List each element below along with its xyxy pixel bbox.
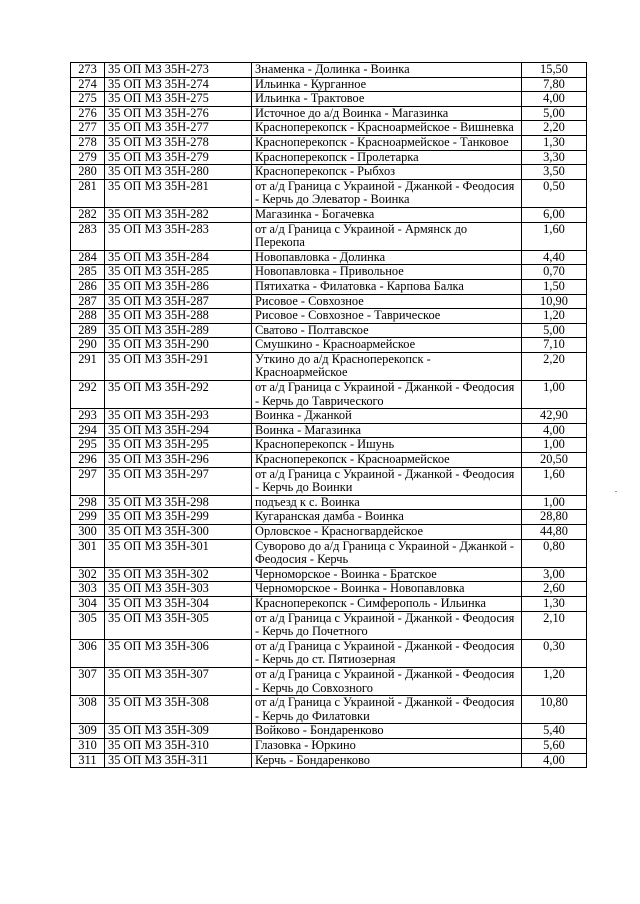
- table-row: [71, 294, 587, 309]
- table-row: [71, 611, 587, 639]
- scan-speck: [615, 491, 617, 492]
- table-row: [71, 323, 587, 338]
- road-name: Черноморское - Воинка - Новопавловка: [252, 582, 522, 597]
- road-name: от а/д Граница с Украиной - Джанкой - Феодосия - Керчь до Воинки: [252, 467, 522, 495]
- row-number: 294: [71, 423, 105, 438]
- row-number: 290: [71, 338, 105, 353]
- road-name: Пятихатка - Филатовка - Карпова Балка: [252, 279, 522, 294]
- road-code: 35 ОП МЗ 35Н-275: [105, 92, 252, 107]
- table-row: [71, 222, 587, 250]
- table-row: [71, 352, 587, 380]
- road-code: 35 ОП МЗ 35Н-278: [105, 135, 252, 150]
- road-name: Воинка - Магазинка: [252, 423, 522, 438]
- table-row: [71, 567, 587, 582]
- road-code: 35 ОП МЗ 35Н-298: [105, 495, 252, 510]
- table-row: [71, 135, 587, 150]
- road-name: от а/д Граница с Украиной - Джанкой - Феодосия - Керчь до Совхозного: [252, 667, 522, 695]
- row-number: 298: [71, 495, 105, 510]
- road-code: 35 ОП МЗ 35Н-296: [105, 453, 252, 468]
- road-code: 35 ОП МЗ 35Н-302: [105, 567, 252, 582]
- table-row: [71, 438, 587, 453]
- row-number: 301: [71, 539, 105, 567]
- road-name: от а/д Граница с Украиной - Джанкой - Феодосия - Керчь до Таврического: [252, 381, 522, 409]
- road-length: 1,00: [522, 438, 587, 453]
- road-code: 35 ОП МЗ 35Н-305: [105, 611, 252, 639]
- road-length: 7,80: [522, 77, 587, 92]
- table-row: [71, 77, 587, 92]
- road-code: 35 ОП МЗ 35Н-289: [105, 323, 252, 338]
- road-code: 35 ОП МЗ 35Н-306: [105, 639, 252, 667]
- road-length: 5,40: [522, 724, 587, 739]
- row-number: 284: [71, 250, 105, 265]
- row-number: 292: [71, 381, 105, 409]
- row-number: 275: [71, 92, 105, 107]
- road-length: 1,60: [522, 467, 587, 495]
- road-length: 15,50: [522, 63, 587, 78]
- road-code: 35 ОП МЗ 35Н-281: [105, 179, 252, 207]
- road-name: от а/д Граница с Украиной - Армянск до Перекопа: [252, 222, 522, 250]
- road-code: 35 ОП МЗ 35Н-285: [105, 265, 252, 280]
- road-length: 0,50: [522, 179, 587, 207]
- road-code: 35 ОП МЗ 35Н-310: [105, 738, 252, 753]
- road-code: 35 ОП МЗ 35Н-287: [105, 294, 252, 309]
- table-row: [71, 338, 587, 353]
- road-code: 35 ОП МЗ 35Н-273: [105, 63, 252, 78]
- road-name: Красноперекопск - Рыбхоз: [252, 165, 522, 180]
- table-row: [71, 165, 587, 180]
- row-number: 295: [71, 438, 105, 453]
- row-number: 310: [71, 738, 105, 753]
- road-name: Рисовое - Совхозное - Таврическое: [252, 309, 522, 324]
- road-length: 4,00: [522, 753, 587, 768]
- table-row: [71, 207, 587, 222]
- row-number: 297: [71, 467, 105, 495]
- road-code: 35 ОП МЗ 35Н-274: [105, 77, 252, 92]
- road-length: 10,80: [522, 696, 587, 724]
- table-row: [71, 121, 587, 136]
- table-row: [71, 279, 587, 294]
- road-name: Воинка - Джанкой: [252, 409, 522, 424]
- row-number: 280: [71, 165, 105, 180]
- table-row: [71, 738, 587, 753]
- road-name: Красноперекопск - Пролетарка: [252, 150, 522, 165]
- road-code: 35 ОП МЗ 35Н-288: [105, 309, 252, 324]
- road-code: 35 ОП МЗ 35Н-284: [105, 250, 252, 265]
- road-length: 1,20: [522, 309, 587, 324]
- road-code: 35 ОП МЗ 35Н-304: [105, 596, 252, 611]
- table-row: [71, 724, 587, 739]
- road-name: Глазовка - Юркино: [252, 738, 522, 753]
- road-name: от а/д Граница с Украиной - Джанкой - Феодосия - Керчь до Элеватор - Воинка: [252, 179, 522, 207]
- table-row: [71, 596, 587, 611]
- table-row: [71, 265, 587, 280]
- row-number: 300: [71, 525, 105, 540]
- road-name: Красноперекопск - Красноармейское - Танковое: [252, 135, 522, 150]
- road-code: 35 ОП МЗ 35Н-307: [105, 667, 252, 695]
- table-row: [71, 106, 587, 121]
- road-code: 35 ОП МЗ 35Н-295: [105, 438, 252, 453]
- road-name: Ильинка - Курганное: [252, 77, 522, 92]
- table-row: [71, 63, 587, 78]
- table-row: [71, 381, 587, 409]
- table-row: [71, 753, 587, 768]
- road-name: Кугаранская дамба - Воинка: [252, 510, 522, 525]
- road-code: 35 ОП МЗ 35Н-276: [105, 106, 252, 121]
- road-length: 10,90: [522, 294, 587, 309]
- road-name: от а/д Граница с Украиной - Джанкой - Феодосия - Керчь до Почетного: [252, 611, 522, 639]
- row-number: 308: [71, 696, 105, 724]
- road-code: 35 ОП МЗ 35Н-300: [105, 525, 252, 540]
- row-number: 287: [71, 294, 105, 309]
- road-code: 35 ОП МЗ 35Н-290: [105, 338, 252, 353]
- road-length: 44,80: [522, 525, 587, 540]
- road-length: 1,00: [522, 381, 587, 409]
- road-name: Ильинка - Трактовое: [252, 92, 522, 107]
- row-number: 282: [71, 207, 105, 222]
- table-row: [71, 179, 587, 207]
- road-length: 3,30: [522, 150, 587, 165]
- row-number: 307: [71, 667, 105, 695]
- road-name: от а/д Граница с Украиной - Джанкой - Феодосия - Керчь до Филатовки: [252, 696, 522, 724]
- table-row: [71, 667, 587, 695]
- road-code: 35 ОП МЗ 35Н-294: [105, 423, 252, 438]
- road-code: 35 ОП МЗ 35Н-292: [105, 381, 252, 409]
- row-number: 281: [71, 179, 105, 207]
- row-number: 302: [71, 567, 105, 582]
- row-number: 311: [71, 753, 105, 768]
- road-code: 35 ОП МЗ 35Н-293: [105, 409, 252, 424]
- road-code: 35 ОП МЗ 35Н-301: [105, 539, 252, 567]
- road-name: Суворово до а/д Граница с Украиной - Джанкой - Феодосия - Керчь: [252, 539, 522, 567]
- road-length: 3,00: [522, 567, 587, 582]
- road-length: 1,20: [522, 667, 587, 695]
- table-row: [71, 453, 587, 468]
- row-number: 299: [71, 510, 105, 525]
- road-length: 4,00: [522, 423, 587, 438]
- road-code: 35 ОП МЗ 35Н-286: [105, 279, 252, 294]
- row-number: 274: [71, 77, 105, 92]
- row-number: 304: [71, 596, 105, 611]
- row-number: 278: [71, 135, 105, 150]
- road-length: 1,00: [522, 495, 587, 510]
- road-length: 1,50: [522, 279, 587, 294]
- row-number: 303: [71, 582, 105, 597]
- road-code: 35 ОП МЗ 35Н-309: [105, 724, 252, 739]
- road-code: 35 ОП МЗ 35Н-279: [105, 150, 252, 165]
- road-length: 0,30: [522, 639, 587, 667]
- road-length: 2,20: [522, 121, 587, 136]
- road-name: Черноморское - Воинка - Братское: [252, 567, 522, 582]
- road-name: Смушкино - Красноармейское: [252, 338, 522, 353]
- row-number: 296: [71, 453, 105, 468]
- row-number: 286: [71, 279, 105, 294]
- table-row: [71, 510, 587, 525]
- road-length: 42,90: [522, 409, 587, 424]
- row-number: 288: [71, 309, 105, 324]
- table-row: [71, 309, 587, 324]
- road-length: 2,20: [522, 352, 587, 380]
- row-number: 291: [71, 352, 105, 380]
- road-name: Войково - Бондаренково: [252, 724, 522, 739]
- table-row: [71, 423, 587, 438]
- road-length: 5,60: [522, 738, 587, 753]
- row-number: 309: [71, 724, 105, 739]
- road-length: 0,80: [522, 539, 587, 567]
- table-row: [71, 696, 587, 724]
- road-length: 5,00: [522, 323, 587, 338]
- table-row: [71, 639, 587, 667]
- roads-table-body: [71, 63, 587, 768]
- table-row: [71, 539, 587, 567]
- road-length: 28,80: [522, 510, 587, 525]
- road-length: 20,50: [522, 453, 587, 468]
- table-row: [71, 150, 587, 165]
- road-name: Знаменка - Долинка - Воинка: [252, 63, 522, 78]
- road-name: Новопавловка - Привольное: [252, 265, 522, 280]
- road-name: Уткино до а/д Красноперекопск - Красноармейское: [252, 352, 522, 380]
- road-length: 2,10: [522, 611, 587, 639]
- road-length: 7,10: [522, 338, 587, 353]
- row-number: 279: [71, 150, 105, 165]
- road-name: Красноперекопск - Красноармейское: [252, 453, 522, 468]
- road-length: 5,00: [522, 106, 587, 121]
- row-number: 293: [71, 409, 105, 424]
- road-length: 0,70: [522, 265, 587, 280]
- road-length: 4,40: [522, 250, 587, 265]
- road-length: 2,60: [522, 582, 587, 597]
- road-code: 35 ОП МЗ 35Н-282: [105, 207, 252, 222]
- road-code: 35 ОП МЗ 35Н-280: [105, 165, 252, 180]
- row-number: 289: [71, 323, 105, 338]
- road-name: Керчь - Бондаренково: [252, 753, 522, 768]
- table-row: [71, 409, 587, 424]
- table-row: [71, 525, 587, 540]
- row-number: 283: [71, 222, 105, 250]
- road-code: 35 ОП МЗ 35Н-299: [105, 510, 252, 525]
- road-code: 35 ОП МЗ 35Н-291: [105, 352, 252, 380]
- road-name: Красноперекопск - Ишунь: [252, 438, 522, 453]
- road-length: 3,50: [522, 165, 587, 180]
- road-length: 1,30: [522, 135, 587, 150]
- row-number: 273: [71, 63, 105, 78]
- road-name: Орловское - Красногвардейское: [252, 525, 522, 540]
- row-number: 285: [71, 265, 105, 280]
- road-code: 35 ОП МЗ 35Н-303: [105, 582, 252, 597]
- row-number: 276: [71, 106, 105, 121]
- road-name: Источное до а/д Воинка - Магазинка: [252, 106, 522, 121]
- table-row: [71, 250, 587, 265]
- road-code: 35 ОП МЗ 35Н-283: [105, 222, 252, 250]
- row-number: 306: [71, 639, 105, 667]
- road-name: подъезд к с. Воинка: [252, 495, 522, 510]
- table-row: [71, 495, 587, 510]
- roads-table: [70, 62, 587, 768]
- road-length: 6,00: [522, 207, 587, 222]
- road-name: Рисовое - Совхозное: [252, 294, 522, 309]
- road-name: Красноперекопск - Симферополь - Ильинка: [252, 596, 522, 611]
- row-number: 277: [71, 121, 105, 136]
- road-code: 35 ОП МЗ 35Н-311: [105, 753, 252, 768]
- road-name: от а/д Граница с Украиной - Джанкой - Феодосия - Керчь до ст. Пятиозерная: [252, 639, 522, 667]
- road-code: 35 ОП МЗ 35Н-308: [105, 696, 252, 724]
- table-row: [71, 582, 587, 597]
- row-number: 305: [71, 611, 105, 639]
- road-code: 35 ОП МЗ 35Н-277: [105, 121, 252, 136]
- road-name: Новопавловка - Долинка: [252, 250, 522, 265]
- road-name: Красноперекопск - Красноармейское - Вишневка: [252, 121, 522, 136]
- road-length: 4,00: [522, 92, 587, 107]
- road-code: 35 ОП МЗ 35Н-297: [105, 467, 252, 495]
- road-length: 1,30: [522, 596, 587, 611]
- road-length: 1,60: [522, 222, 587, 250]
- table-row: [71, 92, 587, 107]
- road-name: Магазинка - Богачевка: [252, 207, 522, 222]
- table-row: [71, 467, 587, 495]
- road-name: Сватово - Полтавское: [252, 323, 522, 338]
